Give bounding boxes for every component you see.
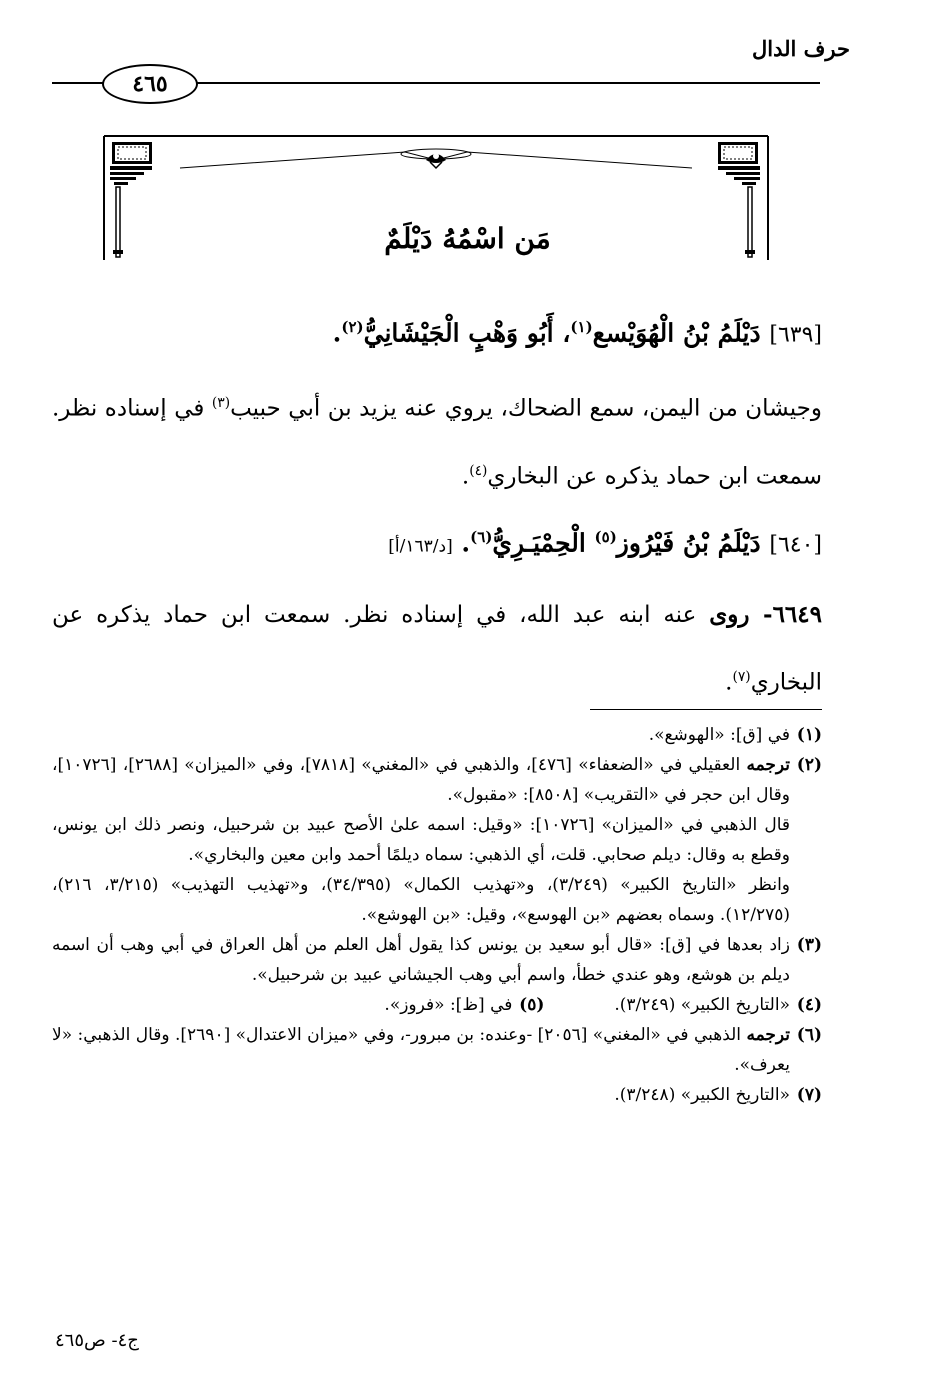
footnote-ref: (٦) [470,528,493,546]
body-text: في إسناده نظر. سمعت ابن حماد يذكره عن البخاري [52,395,822,490]
manuscript-ref: [د/١٦٣/أ] [388,536,453,557]
entry-heading-639 [333,318,822,347]
entry-name: دَيْلَمُ بْنُ الْهُوَيْسع [592,318,761,348]
section-name: حرف الدال [752,36,850,61]
page-number: ٤٦٥ [132,71,168,97]
footnote-row [52,990,822,1020]
chapter-title: مَن اسْمُهُ دَيْلَمٌ [384,222,551,255]
hadith-lead: ٦٦٤٩- روى [709,601,822,628]
footnote-number: (٢) [796,755,822,775]
footnote-7 [52,1080,822,1110]
footnote-2 [52,750,822,930]
footnote-3 [52,930,822,990]
entry-number: [٦٣٩] [769,322,822,348]
entry-heading-640 [388,528,822,557]
footnote-lead: ترجمه [746,1025,791,1045]
footnote-text: في [ق]: «الهوشع». [648,725,790,745]
footnote-paragraph: قال الذهبي في «الميزان» [١٠٧٢٦]: «وقيل: اسمه علىٰ الأصح عبيد بن شرحبيل، ونصر ذلك ابن يونس، وقطع به وقال: ديلم صحابي. قلت، أي الذهبي: سماه ديلمًا أحمد وابن معين والبخاري». [52,815,790,865]
footnote-ref: (١) [570,318,593,336]
entry-end: . [332,318,342,348]
floral-ornament-icon [426,153,446,168]
footnote-number: (١) [796,725,822,745]
footnote-number: (٣) [796,935,822,955]
footnote-number: (٦) [796,1025,822,1045]
volume-page-footer: ج٤- ص٤٦٥ [55,1330,139,1351]
entry-body-639 [52,372,822,507]
footnote-5 [384,990,544,1020]
body-end: . [461,463,470,490]
footnote-lead: ترجمه [746,755,791,775]
entry-nisba: الْحِمْيَـرِيُّ [492,528,595,558]
body-text: وجيشان من اليمن، سمع الضحاك، يروي عنه يزيد بن أبي حبيب [230,395,822,422]
footnote-text: في [ظ]: «فروز». [384,995,513,1015]
footnote-text: زاد بعدها في [ق]: «قال أبو سعيد بن يونس كذا يقول أهل العلم من أهل العراق في أبي وهب أن اسمه ديلم بن هوشع، وهو عندي خطأ، واسم أبي وهب الجيشاني عبيد بن شرحبيل». [52,935,790,985]
entry-name: دَيْلَمُ بْنُ فَيْرُوز [616,528,761,558]
entry-body-640 [52,584,822,714]
footnote-ref: (٤) [469,462,488,479]
footnote-ref: (٧) [732,669,751,685]
footnote-paragraph: وانظر «التاريخ الكبير» (٣/٢٤٩)، و«تهذيب الكمال» (٣٤/٣٩٥)، و«تهذيب التهذيب» (٣/٢١٥، ٢١٦)، (١٢/٢٧٥). وسماه بعضهم «بن الهوسع»، وقيل: «بن الهوشع». [52,875,791,925]
footnote-number: (٥) [519,995,545,1015]
footnote-text: «التاريخ الكبير» (٣/٢٤٨). [614,1085,790,1105]
footnote-number: (٧) [796,1085,822,1105]
body-end: . [725,669,733,696]
footnote-rule [590,709,822,710]
footnote-1 [52,720,822,750]
footnote-ref: (٥) [594,528,617,546]
footnotes [52,720,822,1110]
separator: ، [553,318,571,348]
entry-number: [٦٤٠] [769,532,822,558]
footnote-4 [614,990,822,1020]
footnote-ref: (٢) [341,318,364,336]
page-number-badge [102,64,198,104]
entry-end: . [461,528,471,558]
footnote-ref: (٣) [211,395,231,411]
body-text: عنه ابنه عبد الله، في إسناده نظر. سمعت ابن حماد يذكره عن البخاري [52,602,822,696]
footnote-text: العقيلي في «الضعفاء» [٤٧٦]، والذهبي في «المغني» [٧٨١٨]، وفي «الميزان» [٢٦٨٨]، [١٠٧٢٦]، وقال ابن حجر في «التقريب» [٨٥٠٨]: «مقبول». [52,755,790,805]
footnote-text: «التاريخ الكبير» (٣/٢٤٩). [614,995,790,1015]
entry-kunya: أَبُو وَهْبٍ الْجَيْشَانِيُّ [363,318,554,348]
footnote-6 [52,1020,822,1080]
footnote-text: الذهبي في «المغني» [٢٠٥٦] -وعنده: بن مبرور-، وفي «ميزان الاعتدال» [٢٦٩٠]. وقال الذهبي: «لا يعرف». [52,1025,790,1075]
footnote-number: (٤) [796,995,822,1015]
